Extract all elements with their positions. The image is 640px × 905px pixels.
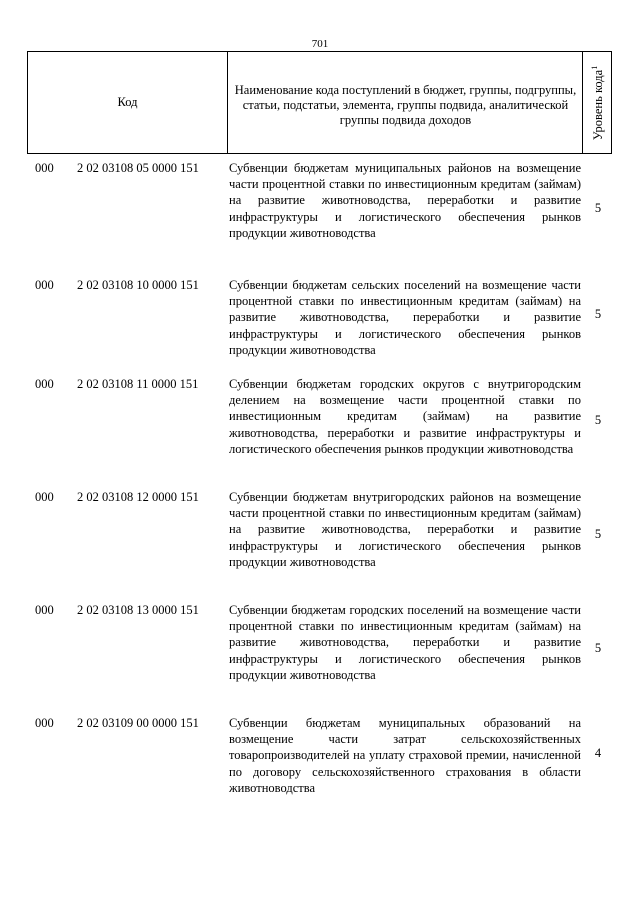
header-level-label: Уровень кода xyxy=(590,69,605,140)
admin-code: 000 xyxy=(35,161,54,175)
code-level: 5 xyxy=(594,307,602,321)
revenue-code: 2 02 03108 12 0000 151 xyxy=(77,490,199,504)
admin-code: 000 xyxy=(35,603,54,617)
revenue-name: Субвенции бюджетам муниципальных образований на возмещение части затрат сельскохозяйственных товаропроизводителей на уплату страховой премии, начисленной по договору сельскохозяйственного страхования в области животноводства xyxy=(229,716,581,795)
code-level: 5 xyxy=(594,641,602,655)
code-level: 5 xyxy=(594,527,602,541)
revenue-name: Субвенции бюджетам городских округов с внутригородским делением на возмещение части процентной ставки по инвестиционным кредитам (займам) на развитие животноводства, переработки и развитие инфраструктуры и логистического обеспечения рынков продукции животноводства xyxy=(229,377,581,456)
page-number: 701 xyxy=(311,38,329,50)
revenue-name: Субвенции бюджетам городских поселений на возмещение части процентной ставки по инвестиционным кредитам (займам) на развитие животноводства, переработки и развитие инфраструктуры и логистического обеспечения рынков продукции животноводства xyxy=(229,603,581,682)
header-level-footnote: 1 xyxy=(589,65,599,70)
revenue-name: Субвенции бюджетам сельских поселений на возмещение части процентной ставки по инвестиционным кредитам (займам) на развитие животноводства, переработки и развитие инфраструктуры и логистического обеспечения рынков продукции животноводства xyxy=(229,278,581,357)
revenue-name: Субвенции бюджетам муниципальных районов на возмещение части процентной ставки по инвестиционным кредитам (займам) на развитие животноводства, переработки и развитие инфраструктуры и логистического обеспечения рынков продукции животноводства xyxy=(229,161,581,240)
admin-code: 000 xyxy=(35,278,54,292)
header-code: Код xyxy=(28,52,228,153)
revenue-code: 2 02 03108 11 0000 151 xyxy=(77,377,199,391)
header-level-cell xyxy=(582,52,612,153)
revenue-code: 2 02 03108 05 0000 151 xyxy=(77,161,199,175)
revenue-name: Субвенции бюджетам внутригородских районов на возмещение части процентной ставки по инвестиционным кредитам (займам) на развитие животноводства, переработки и развитие инфраструктуры и логистического обеспечения рынков продукции животноводства xyxy=(229,490,581,569)
code-level: 5 xyxy=(594,201,602,215)
header-level xyxy=(589,65,605,139)
header-name: Наименование кода поступлений в бюджет, группы, подгруппы, статьи, подстатьи, элемента, группы подвида, аналитической группы подвида доходов xyxy=(234,83,577,127)
revenue-code: 2 02 03108 10 0000 151 xyxy=(77,278,199,292)
table-header xyxy=(27,51,612,154)
revenue-code: 2 02 03108 13 0000 151 xyxy=(77,603,199,617)
admin-code: 000 xyxy=(35,716,54,730)
revenue-code: 2 02 03109 00 0000 151 xyxy=(77,716,199,730)
code-level: 5 xyxy=(594,413,602,427)
admin-code: 000 xyxy=(35,490,54,504)
code-level: 4 xyxy=(594,746,602,760)
admin-code: 000 xyxy=(35,377,54,391)
